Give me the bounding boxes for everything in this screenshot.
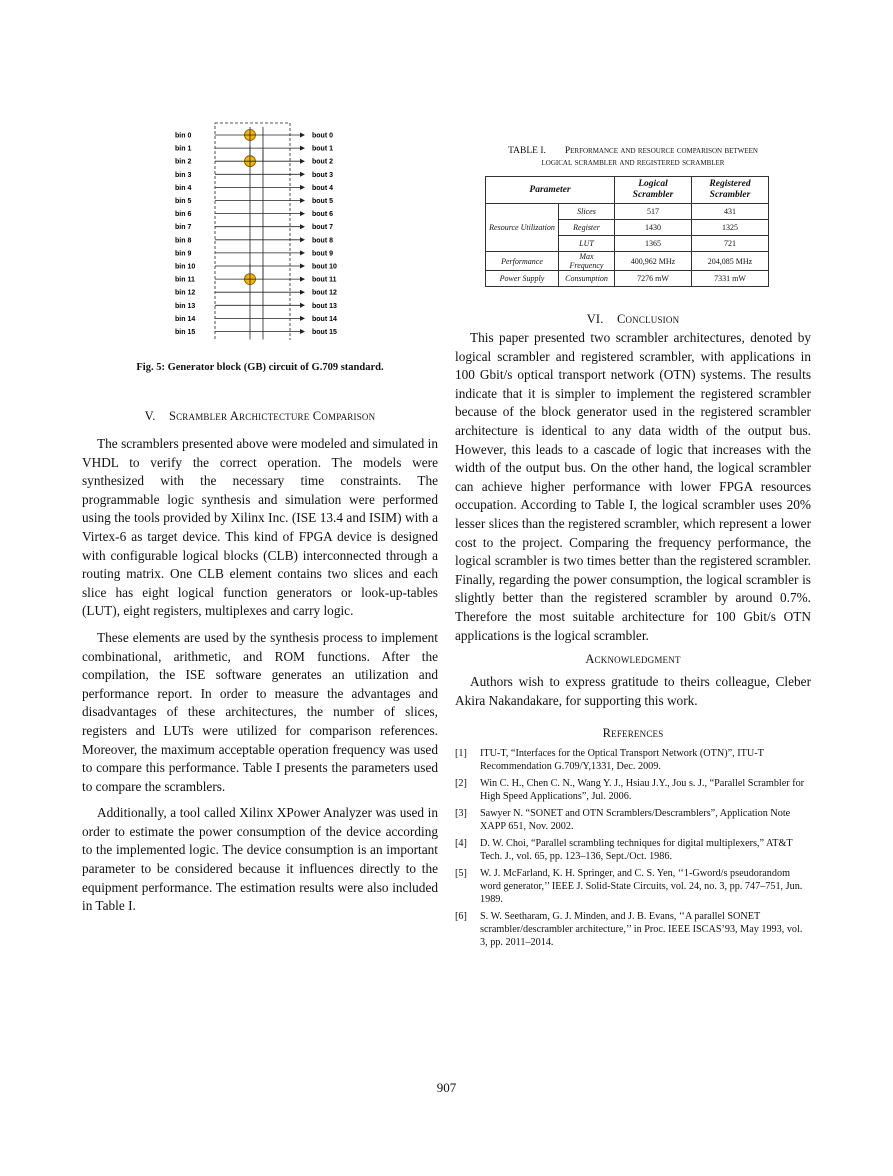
output-label: bout 3 [312, 171, 333, 179]
references-heading: References [602, 726, 664, 740]
row-label: Register [559, 220, 615, 236]
output-label: bout 12 [312, 289, 337, 297]
reference-item [455, 807, 811, 833]
table-1-block [455, 145, 811, 287]
output-label: bout 5 [312, 198, 333, 205]
input-label: bin 4 [175, 184, 192, 192]
row-group-label: Performance [486, 252, 559, 271]
output-label: bout 4 [312, 184, 333, 192]
arrow-icon [300, 198, 305, 203]
input-label: bin 8 [175, 237, 192, 245]
table-row [486, 204, 769, 220]
section-5-heading [82, 409, 438, 424]
cell-logical: 1430 [615, 220, 692, 236]
block-boundary [215, 123, 290, 340]
cell-registered: 721 [692, 236, 769, 252]
output-label: bout 14 [312, 315, 337, 323]
table-row [486, 271, 769, 287]
ref-number: [6] [455, 911, 467, 922]
ref-number: [4] [455, 838, 467, 849]
page-number: 907 [436, 1080, 457, 1095]
cell-logical: 400,962 MHz [615, 252, 692, 271]
cell-logical: 517 [615, 204, 692, 220]
output-label: bout 10 [312, 263, 337, 271]
header-parameter: Parameter [486, 177, 615, 204]
input-label: bin 9 [175, 250, 192, 258]
paragraph: Additionally, a tool called Xilinx XPower Analyzer was used in order to estimate the power consumption of the device according to the implemented logic. The device consumption is an important parameter to be considered because it influences directly to the equipment performance. The estimation results were also included in Table I. [82, 805, 438, 914]
ref-text: W. J. McFarland, K. H. Springer, and C. S. Yen, ‘‘1-Gword/s pseudorandom word generator,’’ IEEE J. Solid-State Circuits, vol. 24, no. 3, pp. 747–751, Jun. 1989. [480, 868, 803, 905]
output-label: bout 11 [312, 276, 337, 284]
reference-item [455, 867, 811, 906]
ref-number: [1] [455, 748, 467, 759]
paragraph: These elements are used by the synthesis process to implement combinational, arithmetic, and ROM functions. After the compilation, the ISE software generates an utilization and performance report. In order to measure the advantages and disadvantages of these architectures, the number of slices, registers and LUTs were utilized for comparison references. Moreover, the maximum acceptable operation frequency was used to compare this performance. Table I presents the parameters used to compare the scramblers. [82, 629, 438, 794]
input-label: bin 15 [175, 329, 196, 336]
header-registered: Registered Scrambler [692, 177, 769, 204]
input-label: bin 12 [175, 289, 196, 297]
input-label: bin 1 [175, 145, 192, 153]
ref-text: D. W. Choi, “Parallel scrambling techniques for digital multiplexers,” AT&T Tech. J., vol. 65, pp. 123–136, Sept./Oct. 1986. [480, 838, 793, 862]
paragraph: Authors wish to express gratitude to theirs colleague, Cleber Akira Nakandakare, for supporting this work. [455, 674, 811, 708]
arrow-icon [300, 172, 305, 177]
output-label: bout 0 [312, 132, 333, 140]
acknowledgment [455, 652, 811, 710]
arrow-icon [300, 303, 305, 308]
paragraph: The scramblers presented above were modeled and simulated in VHDL to verify the correct operation. The models were synthesized with the necessary time constraints. The programmable logic synthesis and simulation were performed using the tools provided by Xilinx Inc. (ISE 13.4 and ISIM) with a Virtex-6 as target device. This kind of FPGA device is designed with configurable logical blocks (CLB) interconnected through a routing matrix. One CLB element contains two slices and each slice has eight logical function generators or look-up-tables (LUT), eight registers, multiplexes and carry logic. [82, 436, 438, 619]
input-label: bin 0 [175, 132, 192, 140]
arrow-icon [300, 290, 305, 295]
output-label: bout 15 [312, 329, 337, 336]
table-label: TABLE I. [508, 146, 546, 156]
arrow-icon [300, 250, 305, 255]
row-label: Consumption [559, 271, 615, 287]
input-label: bin 5 [175, 198, 192, 205]
generator-block-diagram [160, 120, 360, 340]
ref-number: [5] [455, 868, 467, 879]
input-label: bin 14 [175, 315, 196, 323]
reference-item [455, 837, 811, 863]
ack-heading: Acknowledgment [585, 652, 681, 666]
row-label: Slices [559, 204, 615, 220]
ref-number: [3] [455, 808, 467, 819]
table-caption [455, 145, 811, 169]
table-header-row [486, 177, 769, 204]
table-row [486, 252, 769, 271]
section-6 [455, 312, 811, 645]
ref-number: [2] [455, 778, 467, 789]
section-5 [82, 409, 438, 916]
input-label: bin 6 [175, 211, 192, 219]
output-label: bout 6 [312, 211, 333, 219]
cell-registered: 204,085 MHz [692, 252, 769, 271]
ref-text: Sawyer N. “SONET and OTN Scramblers/Descramblers”, Application Note XAPP 651, Nov. 2002. [480, 808, 791, 832]
paragraph: This paper presented two scrambler architectures, denoted by logical scrambler and registered scrambler, with applications in 100 Gbit/s optical transport network (OTN) systems. The results indicate that it is simpler to implement the registered scrambler because of the block generator used in the registered scrambler architecture is identical to any data width of the output bus. However, this leads to a cascade of logic that increases with the width of the output bus. On the other hand, the logical scrambler can achieve higher performance with lower FPGA resources occupation. According to Table I, the logical scrambler uses 20% lesser slices than the registered scrambler, which represent a lower cost to the project. Comparing the frequency performance, the logical scrambler is two times better than the registered scrambler. Finally, regarding the power consumption, the logical scrambler is slightly better than the registered scrambler by around 0.7%. Therefore the most suitable architecture for 100 Gbit/s OTN applications is the logical scrambler. [455, 330, 811, 643]
row-group-label: Resource Utilization [486, 204, 559, 252]
section-number: VI. [586, 312, 604, 326]
generator-block-figure [160, 120, 360, 340]
arrow-icon [300, 185, 305, 190]
input-label: bin 13 [175, 302, 196, 310]
table-title-line2: logical scrambler and registered scrambler [541, 158, 725, 168]
header-logical: Logical Scrambler [615, 177, 692, 204]
output-label: bout 1 [312, 145, 333, 153]
section-6-heading [455, 312, 811, 327]
arrow-icon [300, 264, 305, 269]
arrow-icon [300, 316, 305, 321]
output-label: bout 8 [312, 237, 333, 245]
section-title: Conclusion [616, 312, 680, 326]
input-label: bin 11 [175, 276, 195, 284]
input-label: bin 2 [175, 158, 192, 166]
arrow-icon [300, 146, 305, 151]
output-label: bout 13 [312, 302, 337, 310]
cell-registered: 431 [692, 204, 769, 220]
arrow-icon [300, 159, 305, 164]
ref-text: S. W. Seetharam, G. J. Minden, and J. B. Evans, ‘‘A parallel SONET scrambler/descrambler architecture,’’ in Proc. IEEE ISCAS’93, May 1993, vol. 3, pp. 2011–2014. [480, 911, 803, 948]
output-label: bout 9 [312, 250, 333, 258]
comparison-table [485, 176, 769, 287]
output-label: bout 7 [312, 224, 333, 232]
arrow-icon [300, 133, 305, 138]
figure-caption: Fig. 5: Generator block (GB) circuit of G.709 standard. [136, 362, 384, 373]
cell-registered: 1325 [692, 220, 769, 236]
arrow-icon [300, 224, 305, 229]
references [455, 726, 811, 953]
reference-item [455, 777, 811, 803]
input-label: bin 10 [175, 263, 196, 271]
ref-text: ITU-T, “Interfaces for the Optical Transport Network (OTN)”, ITU-T Recommendation G.709/Y,1331, Dec. 2009. [480, 748, 764, 772]
row-label: LUT [559, 236, 615, 252]
arrow-icon [300, 277, 305, 282]
reference-item [455, 747, 811, 773]
arrow-icon [300, 237, 305, 242]
cell-registered: 7331 mW [692, 271, 769, 287]
ref-text: Win C. H., Chen C. N., Wang Y. J., Hsiau J.Y., Jou s. J., “Parallel Scrambler for High Speed Applications”, Jul. 2006. [480, 778, 805, 802]
table-title-line1: Performance and resource comparison between [564, 146, 758, 156]
arrow-icon [300, 211, 305, 216]
row-label: Max Frequency [559, 252, 615, 271]
section-title: Scrambler Archictecture Comparison [168, 409, 376, 423]
input-label: bin 7 [175, 224, 192, 232]
arrow-icon [300, 329, 305, 334]
row-group-label: Power Supply [486, 271, 559, 287]
cell-logical: 1365 [615, 236, 692, 252]
section-number: V. [144, 409, 156, 423]
reference-item [455, 910, 811, 949]
cell-logical: 7276 mW [615, 271, 692, 287]
input-label: bin 3 [175, 171, 192, 179]
output-label: bout 2 [312, 158, 333, 166]
